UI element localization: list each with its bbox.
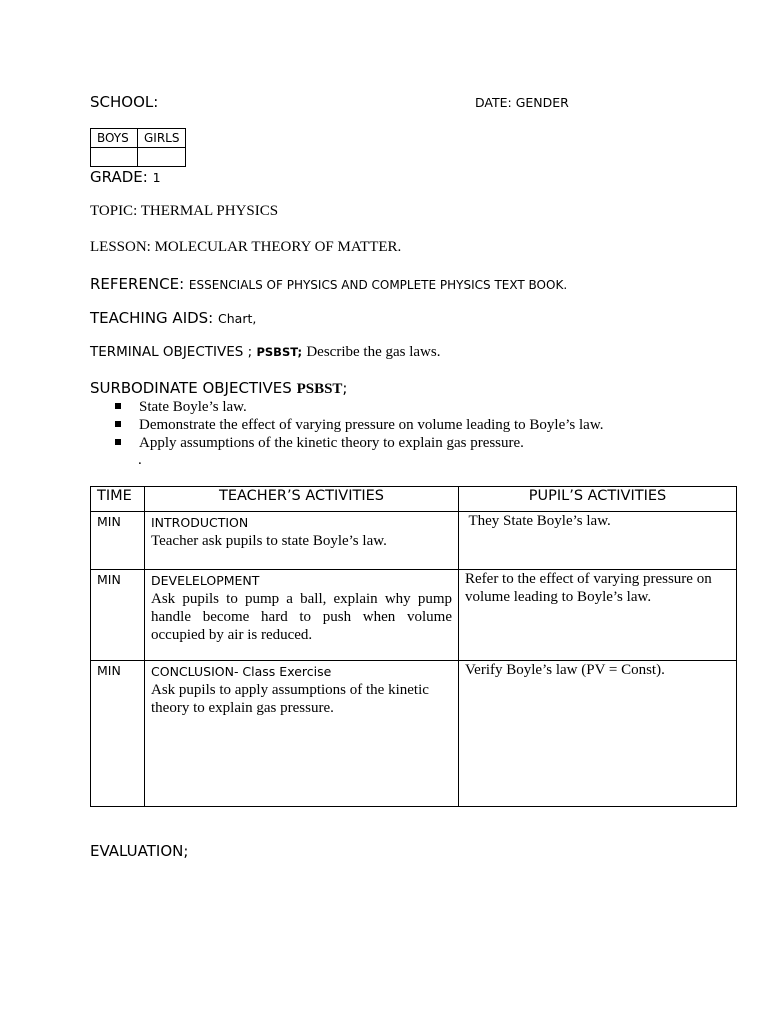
evaluation-label: EVALUATION; xyxy=(90,842,189,860)
grade-line xyxy=(90,168,161,186)
terminal-objectives-label: TERMINAL OBJECTIVES ; xyxy=(90,344,253,360)
terminal-objectives-value: Describe the gas laws. xyxy=(306,344,441,360)
time-header: TIME xyxy=(91,487,145,512)
time-cell: MIN xyxy=(91,512,145,570)
objective-text: Apply assumptions of the kinetic theory to explain gas pressure. xyxy=(139,435,524,451)
girls-count-cell[interactable] xyxy=(138,148,186,167)
gender-header-row xyxy=(91,129,186,148)
grade-label: GRADE: xyxy=(90,168,148,186)
teaching-aids-line xyxy=(90,309,256,327)
subordinate-objectives-label: SURBODINATE OBJECTIVES xyxy=(90,379,292,397)
teacher-heading: INTRODUCTION xyxy=(151,515,249,530)
pupil-cell: Verify Boyle’s law (PV = Const). xyxy=(459,661,737,807)
objectives-list xyxy=(115,398,603,452)
reference-label: REFERENCE: xyxy=(90,275,185,293)
gender-table xyxy=(90,128,186,167)
lesson-line: LESSON: MOLECULAR THEORY OF MATTER. xyxy=(90,239,402,255)
list-item xyxy=(115,434,603,452)
teacher-heading: CONCLUSION- Class Exercise xyxy=(151,664,332,679)
topic-line: TOPIC: THERMAL PHYSICS xyxy=(90,203,279,219)
table-row xyxy=(91,512,737,570)
trailing-dot: . xyxy=(138,452,142,468)
teacher-cell xyxy=(145,661,459,807)
list-item xyxy=(115,416,603,434)
teaching-aids-label: TEACHING AIDS: xyxy=(90,309,214,327)
subordinate-psbst: PSBST xyxy=(296,381,343,397)
reference-value: ESSENCIALS OF PHYSICS AND COMPLETE PHYSICS TEXT BOOK. xyxy=(188,278,568,292)
subordinate-objectives-line xyxy=(90,379,347,398)
square-bullet-icon xyxy=(115,403,121,409)
boys-header: BOYS xyxy=(91,129,138,148)
subordinate-semicolon: ; xyxy=(342,379,348,397)
terminal-psbst: PSBST; xyxy=(256,345,303,359)
time-cell: MIN xyxy=(91,661,145,807)
grade-value: 1 xyxy=(152,170,161,185)
list-item xyxy=(115,398,603,416)
table-row xyxy=(91,570,737,661)
square-bullet-icon xyxy=(115,421,121,427)
table-header-row xyxy=(91,487,737,512)
terminal-objectives-line xyxy=(90,344,440,361)
gender-value-row xyxy=(91,148,186,167)
teacher-activities-header: TEACHER’S ACTIVITIES xyxy=(145,487,459,512)
activities-table xyxy=(90,486,737,807)
teacher-heading: DEVELELOPMENT xyxy=(151,573,260,588)
pupil-cell: Refer to the effect of varying pressure on volume leading to Boyle’s law. xyxy=(459,570,737,661)
school-label: SCHOOL: xyxy=(90,93,159,111)
pupil-activities-header: PUPIL’S ACTIVITIES xyxy=(459,487,737,512)
girls-header: GIRLS xyxy=(138,129,186,148)
pupil-cell: They State Boyle’s law. xyxy=(459,512,737,570)
table-row xyxy=(91,661,737,807)
boys-count-cell[interactable] xyxy=(91,148,138,167)
date-gender-label: DATE: GENDER xyxy=(475,95,569,110)
teaching-aids-value: Chart, xyxy=(218,311,257,326)
teacher-text: Ask pupils to apply assumptions of the kinetic theory to explain gas pressure. xyxy=(151,682,429,716)
objective-text: State Boyle’s law. xyxy=(139,399,247,415)
reference-line xyxy=(90,275,567,293)
square-bullet-icon xyxy=(115,439,121,445)
teacher-text: Teacher ask pupils to state Boyle’s law. xyxy=(151,533,387,549)
teacher-cell xyxy=(145,570,459,661)
teacher-cell xyxy=(145,512,459,570)
teacher-text: Ask pupils to pump a ball, explain why pump handle become hard to push when volume occupied by air is reduced. xyxy=(151,591,452,643)
time-cell: MIN xyxy=(91,570,145,661)
objective-text: Demonstrate the effect of varying pressure on volume leading to Boyle’s law. xyxy=(139,417,604,433)
